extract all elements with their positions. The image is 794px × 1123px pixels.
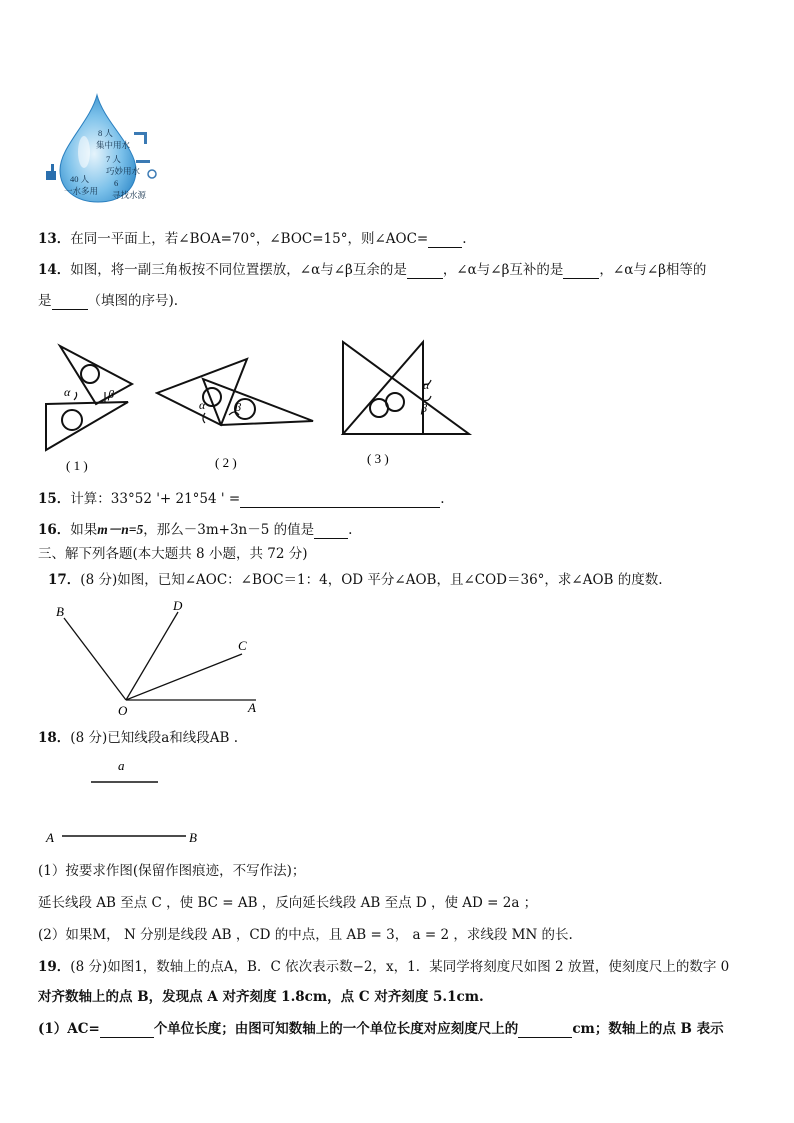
question-15: 15．计算：33°52 '+ 21°54 ' = .: [38, 491, 445, 507]
ray-OB: [64, 618, 126, 700]
set-square-left: [157, 359, 247, 425]
point-C-label: C: [238, 638, 247, 653]
q13-number: 13．: [38, 231, 71, 247]
segment-a-label: a: [118, 758, 125, 773]
drop-label-7: 6: [114, 178, 119, 188]
drop-label-2: 集中用水: [96, 140, 131, 150]
q19-number: 19．: [38, 959, 71, 975]
drop-label-4: 巧妙用水: [106, 166, 141, 176]
question-19-line1: 19．(8 分)如图1，数轴上的点A，B．C 依次表示数−2，x，1．某同学将刻度尺如图 2 放置，使刻度尺上的数字 0: [38, 959, 730, 975]
q13-text: 在同一平面上，若∠BOA=70°，∠BOC=15°，则∠AOC=: [70, 231, 429, 247]
q14-fig2-beta: β: [235, 400, 241, 414]
drop-label-6: 一水多用: [64, 186, 99, 196]
q14-fig3-beta: β: [421, 401, 427, 415]
question-14-line2: 是 （填图的序号).: [38, 293, 179, 309]
point-D-label: D: [173, 598, 183, 613]
segment-AB-figure: [42, 826, 212, 848]
q19-blank-AC[interactable]: [100, 1019, 154, 1038]
question-14-line1: 14．如图，将一副三角板按不同位置摆放，∠α与∠β互余的是 ，∠α与∠β互补的是 ，∠α与∠β相等的: [38, 262, 707, 278]
set-square-top: [60, 346, 132, 404]
q18-part1-instructions: 延长线段 AB 至点 C ，使 BC = AB ，反向延长线段 AB 至点 D ，使 AD = 2a ；: [38, 895, 538, 911]
water-drop-figure: [40, 92, 165, 204]
q14-text: 如图，将一副三角板按不同位置摆放，∠α与∠β互余的是: [70, 262, 407, 278]
faucet-icon: [46, 171, 56, 180]
ray-OC: [126, 654, 242, 700]
question-18: 18．(8 分)已知线段a和线段AB .: [38, 730, 239, 746]
q14-fig2-caption: ( 2 ): [215, 455, 237, 470]
q18-part1: (1）按要求作图(保留作图痕迹，不写作法)；: [38, 863, 306, 879]
q19-blank-cm[interactable]: [518, 1019, 572, 1038]
question-19-line2: 对齐数轴上的点 B，发现点 A 对齐刻度 1.8cm，点 C 对齐刻度 5.1cm.: [38, 989, 484, 1005]
q14-fig3-alpha: α: [423, 378, 430, 392]
segment-A-label: A: [46, 830, 54, 845]
q14-fig3-caption: ( 3 ): [367, 451, 389, 466]
q15-number: 15．: [38, 491, 71, 507]
q15-text: 计算：33°52 '+ 21°54 ' =: [70, 491, 241, 507]
question-13: 13．在同一平面上，若∠BOA=70°，∠BOC=15°，则∠AOC= .: [38, 231, 467, 247]
q14-fig1-caption: ( 1 ): [66, 458, 88, 473]
question-17: 17．(8 分)如图，已知∠AOC：∠BOC＝1：4，OD 平分∠AOB，且∠COD＝36°，求∠AOB 的度数.: [48, 572, 663, 588]
set-square-outer: [343, 342, 469, 434]
q14-blank-complementary[interactable]: [407, 260, 443, 279]
q18-number: 18．: [38, 730, 71, 746]
q14-blank-supplementary[interactable]: [563, 260, 599, 279]
question-16: 16．如果m－n=5，那么－3m+3n－5 的值是 .: [38, 522, 353, 538]
set-square-inner: [343, 342, 423, 434]
drop-label-8: 寻找水源: [112, 190, 147, 200]
q17-angle-figure: [52, 598, 262, 718]
question-19-line3: (1）AC= 个单位长度；由图可知数轴上的一个单位长度对应刻度尺上的 cm；数轴上的点 B 表示: [38, 1021, 724, 1037]
drop-label-1: 8 人: [98, 128, 113, 138]
q15-answer-blank[interactable]: [240, 489, 440, 508]
point-B-label: B: [56, 604, 64, 619]
q14-blank-equal[interactable]: [52, 291, 88, 310]
drop-label-5: 40 人: [70, 174, 90, 184]
q14-fig2-alpha: α: [199, 398, 206, 412]
segment-a-figure: [88, 758, 168, 788]
q13-answer-blank[interactable]: [428, 229, 462, 248]
q14-figure-3: [335, 336, 475, 471]
segment-B-label: B: [189, 830, 197, 845]
q16-answer-blank[interactable]: [314, 520, 348, 539]
section-3-title: 三、解下列各题(本大题共 8 小题，共 72 分): [38, 546, 308, 562]
q14-figure-1: [38, 340, 138, 475]
q14-figure-2: [155, 355, 315, 475]
q17-text: 如图，已知∠AOC：∠BOC＝1：4，OD 平分∠AOB，且∠COD＝36°，求∠AOB 的度数.: [117, 572, 663, 588]
ray-OD: [126, 612, 178, 700]
q18-text: 已知线段a和线段AB .: [107, 730, 239, 746]
q17-number: 17．: [48, 572, 81, 588]
q19-text: 如图1，数轴上的点A，B．C 依次表示数−2，x，1．某同学将刻度尺如图 2 放置，使刻度尺上的数字 0: [107, 959, 730, 975]
q14-fig1-beta: β: [108, 387, 114, 401]
q16-expression: m－n=5: [97, 522, 144, 537]
q18-part2: (2）如果M， N 分别是线段 AB ，CD 的中点，且 AB = 3， a = 2 ，求线段 MN 的长.: [38, 927, 573, 943]
q14-number: 14．: [38, 262, 71, 278]
q16-number: 16．: [38, 522, 71, 538]
drop-label-3: 7 人: [106, 154, 121, 164]
point-A-label: A: [248, 700, 256, 715]
point-O-label: O: [118, 703, 128, 718]
set-square-bottom: [46, 402, 128, 450]
q14-fig1-alpha: α: [64, 385, 71, 399]
